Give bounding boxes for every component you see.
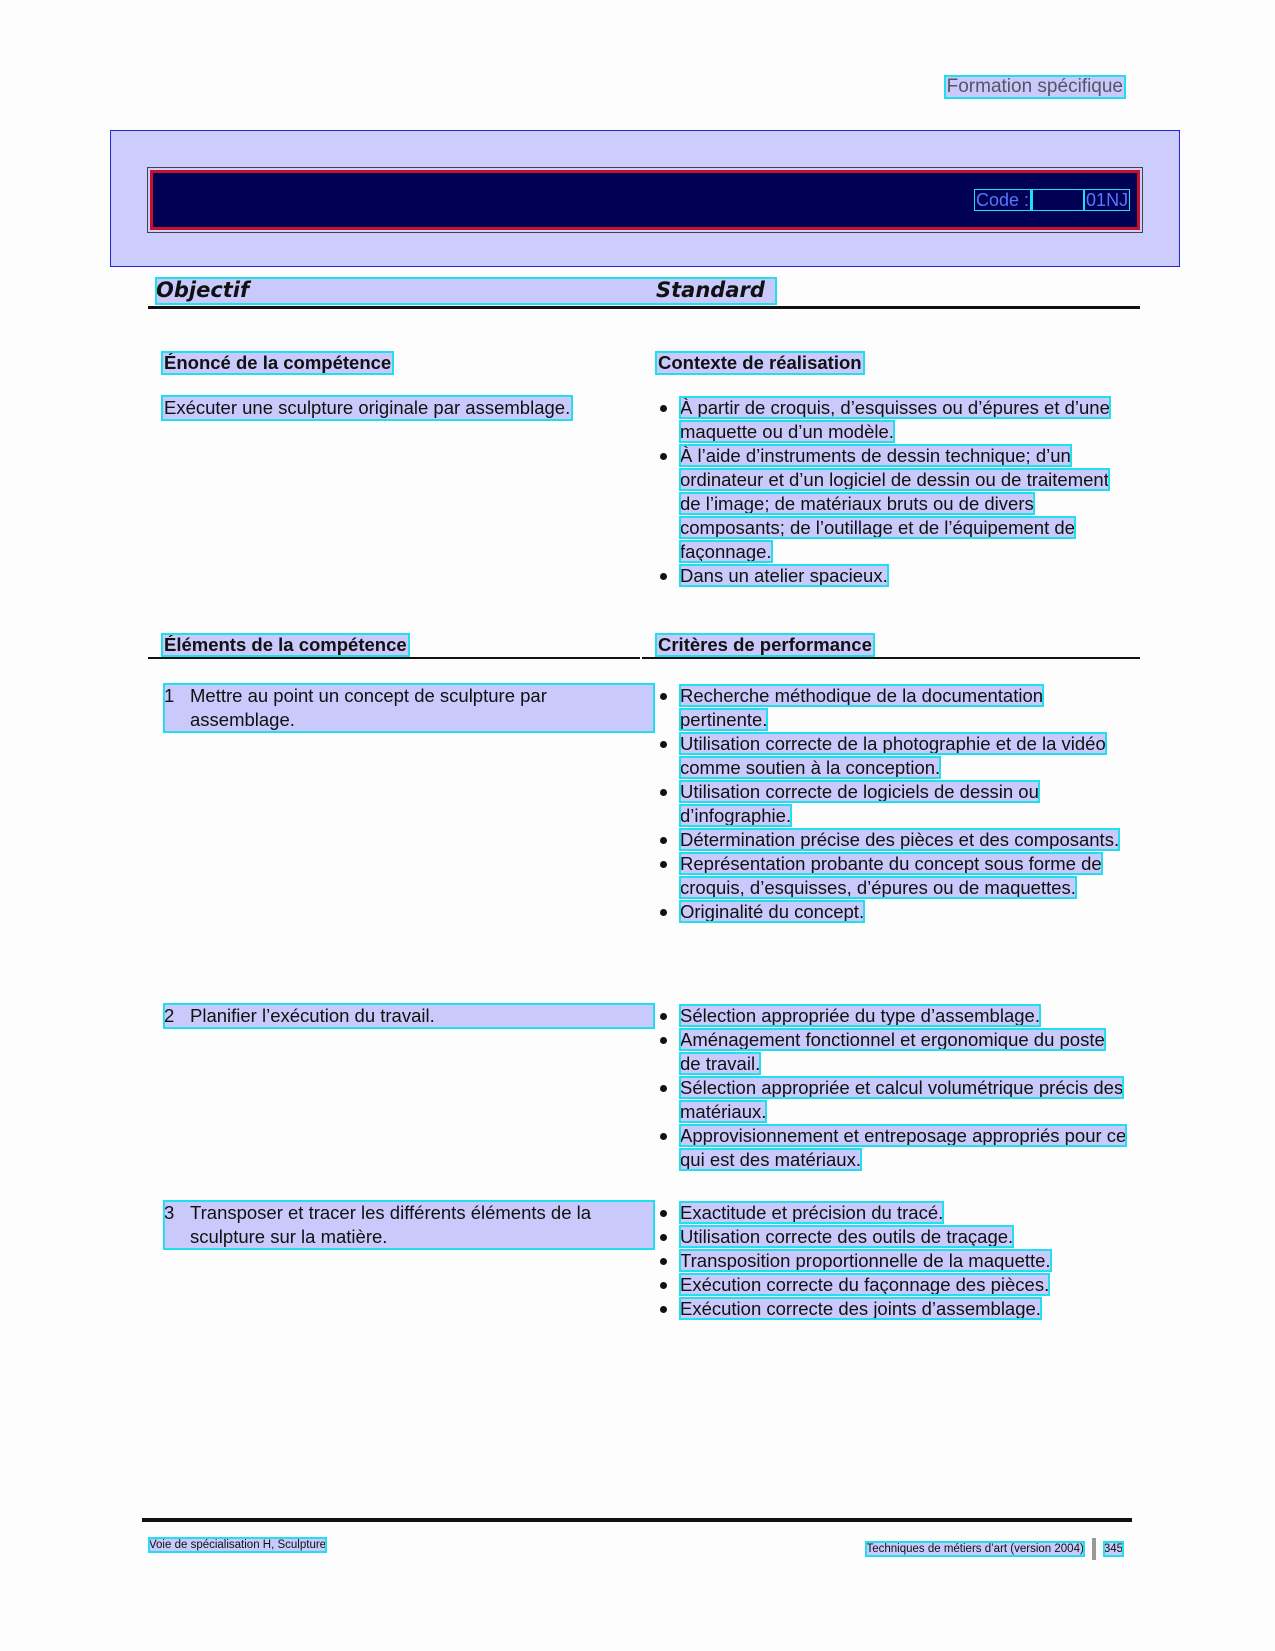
bullet-icon bbox=[660, 789, 667, 796]
bullet-icon bbox=[660, 837, 667, 844]
criteria-heading: Critères de performance bbox=[658, 634, 872, 655]
criteria-item bbox=[658, 900, 1128, 924]
criteria-text: Utilisation correcte de logiciels de dessin ou d’infographie. bbox=[680, 781, 1039, 826]
bullet-icon bbox=[660, 1234, 667, 1241]
criteria-list bbox=[658, 684, 1128, 924]
competence-text: Exécuter une sculpture originale par assemblage. bbox=[164, 397, 571, 418]
context-item bbox=[658, 444, 1128, 564]
page-number: 345 bbox=[1103, 1543, 1123, 1555]
criteria-text: Utilisation correcte de la photographie et de la vidéo comme soutien à la conception. bbox=[680, 733, 1106, 778]
criteria-text: Approvisionnement et entreposage appropriés pour ce qui est des matériaux. bbox=[680, 1125, 1127, 1170]
criteria-item bbox=[658, 1124, 1128, 1172]
criteria-item bbox=[658, 780, 1128, 828]
criteria-item bbox=[658, 852, 1128, 900]
elements-heading: Éléments de la compétence bbox=[164, 634, 407, 655]
bullet-icon bbox=[660, 573, 667, 580]
criteria-item bbox=[658, 1225, 1128, 1249]
context-item-text: Dans un atelier spacieux. bbox=[680, 565, 888, 586]
element-item bbox=[164, 1004, 654, 1028]
bullet-icon bbox=[660, 1306, 667, 1313]
bullet-icon bbox=[660, 1282, 667, 1289]
criteria-item bbox=[658, 828, 1128, 852]
criteria-item bbox=[658, 1273, 1128, 1297]
elements-rule bbox=[148, 657, 640, 659]
criteria-text: Transposition proportionnelle de la maquette. bbox=[680, 1250, 1051, 1271]
context-item-text: À l’aide d’instruments de dessin technique; d’un ordinateur et d’un logiciel de dessin ou de traitement de l’image; de matériaux bruts ou de divers composants; de l’outillage et de l’équipement de façonnage. bbox=[680, 445, 1109, 562]
standard-heading: Standard bbox=[656, 278, 765, 302]
bullet-icon bbox=[660, 1133, 667, 1140]
criteria-item bbox=[658, 1076, 1128, 1124]
heading-rule bbox=[148, 306, 1140, 309]
criteria-item bbox=[658, 732, 1128, 780]
bullet-icon bbox=[660, 1210, 667, 1217]
code-blank bbox=[1032, 190, 1083, 210]
bullet-icon bbox=[660, 1013, 667, 1020]
criteria-text: Sélection appropriée et calcul volumétrique précis des matériaux. bbox=[680, 1077, 1124, 1122]
criteria-text: Recherche méthodique de la documentation pertinente. bbox=[680, 685, 1044, 730]
criteria-list bbox=[658, 1201, 1128, 1321]
bullet-icon bbox=[660, 693, 667, 700]
footer-right bbox=[866, 1538, 1123, 1560]
criteria-item bbox=[658, 684, 1128, 732]
bullet-icon bbox=[660, 741, 667, 748]
column-headings bbox=[156, 278, 776, 304]
criteria-item bbox=[658, 1297, 1128, 1321]
bullet-icon bbox=[660, 909, 667, 916]
section-label: Formation spécifique bbox=[946, 76, 1123, 97]
bullet-icon bbox=[660, 1037, 667, 1044]
footer-rule bbox=[142, 1518, 1132, 1522]
criteria-text: Utilisation correcte des outils de traçage. bbox=[680, 1226, 1014, 1247]
footer-doc-title: Techniques de métiers d’art (version 2004) bbox=[866, 1543, 1084, 1555]
criteria-rule bbox=[642, 657, 1140, 659]
footer-separator bbox=[1092, 1538, 1096, 1560]
competency-code bbox=[975, 189, 1129, 211]
bullet-icon bbox=[660, 861, 667, 868]
element-item bbox=[164, 1201, 654, 1249]
bullet-icon bbox=[660, 405, 667, 412]
criteria-text: Représentation probante du concept sous forme de croquis, d’esquisses, d’épures ou de maquettes. bbox=[680, 853, 1102, 898]
context-heading: Contexte de réalisation bbox=[658, 352, 862, 373]
element-text: Planifier l’exécution du travail. bbox=[190, 1005, 435, 1026]
criteria-item bbox=[658, 1004, 1128, 1028]
objective-heading: Objectif bbox=[156, 278, 250, 302]
criteria-text: Exécution correcte du façonnage des pièces. bbox=[680, 1274, 1050, 1295]
criteria-item bbox=[658, 1201, 1128, 1225]
code-value: 01NJ bbox=[1086, 190, 1129, 210]
context-item bbox=[658, 564, 1128, 588]
context-list bbox=[658, 396, 1128, 588]
code-label: Code : bbox=[976, 190, 1030, 210]
element-text: Transposer et tracer les différents éléments de la sculpture sur la matière. bbox=[190, 1202, 592, 1247]
footer-left: Voie de spécialisation H, Sculpture bbox=[149, 1539, 327, 1551]
criteria-text: Exécution correcte des joints d’assemblage. bbox=[680, 1298, 1041, 1319]
competence-heading: Énoncé de la compétence bbox=[164, 352, 392, 373]
element-number: 1 bbox=[164, 685, 175, 706]
element-number: 2 bbox=[164, 1005, 175, 1026]
bullet-icon bbox=[660, 1258, 667, 1265]
bullet-icon bbox=[660, 1085, 667, 1092]
element-number: 3 bbox=[164, 1202, 175, 1223]
criteria-item bbox=[658, 1028, 1128, 1076]
criteria-text: Exactitude et précision du tracé. bbox=[680, 1202, 944, 1223]
criteria-text: Originalité du concept. bbox=[680, 901, 865, 922]
context-item bbox=[658, 396, 1128, 444]
element-item bbox=[164, 684, 654, 732]
criteria-text: Sélection appropriée du type d’assemblage. bbox=[680, 1005, 1040, 1026]
criteria-text: Détermination précise des pièces et des composants. bbox=[680, 829, 1120, 850]
context-item-text: À partir de croquis, d’esquisses ou d’épures et d’une maquette ou d’un modèle. bbox=[680, 397, 1110, 442]
criteria-item bbox=[658, 1249, 1128, 1273]
criteria-list bbox=[658, 1004, 1128, 1172]
criteria-text: Aménagement fonctionnel et ergonomique du poste de travail. bbox=[680, 1029, 1105, 1074]
bullet-icon bbox=[660, 453, 667, 460]
element-text: Mettre au point un concept de sculpture par assemblage. bbox=[190, 685, 547, 730]
